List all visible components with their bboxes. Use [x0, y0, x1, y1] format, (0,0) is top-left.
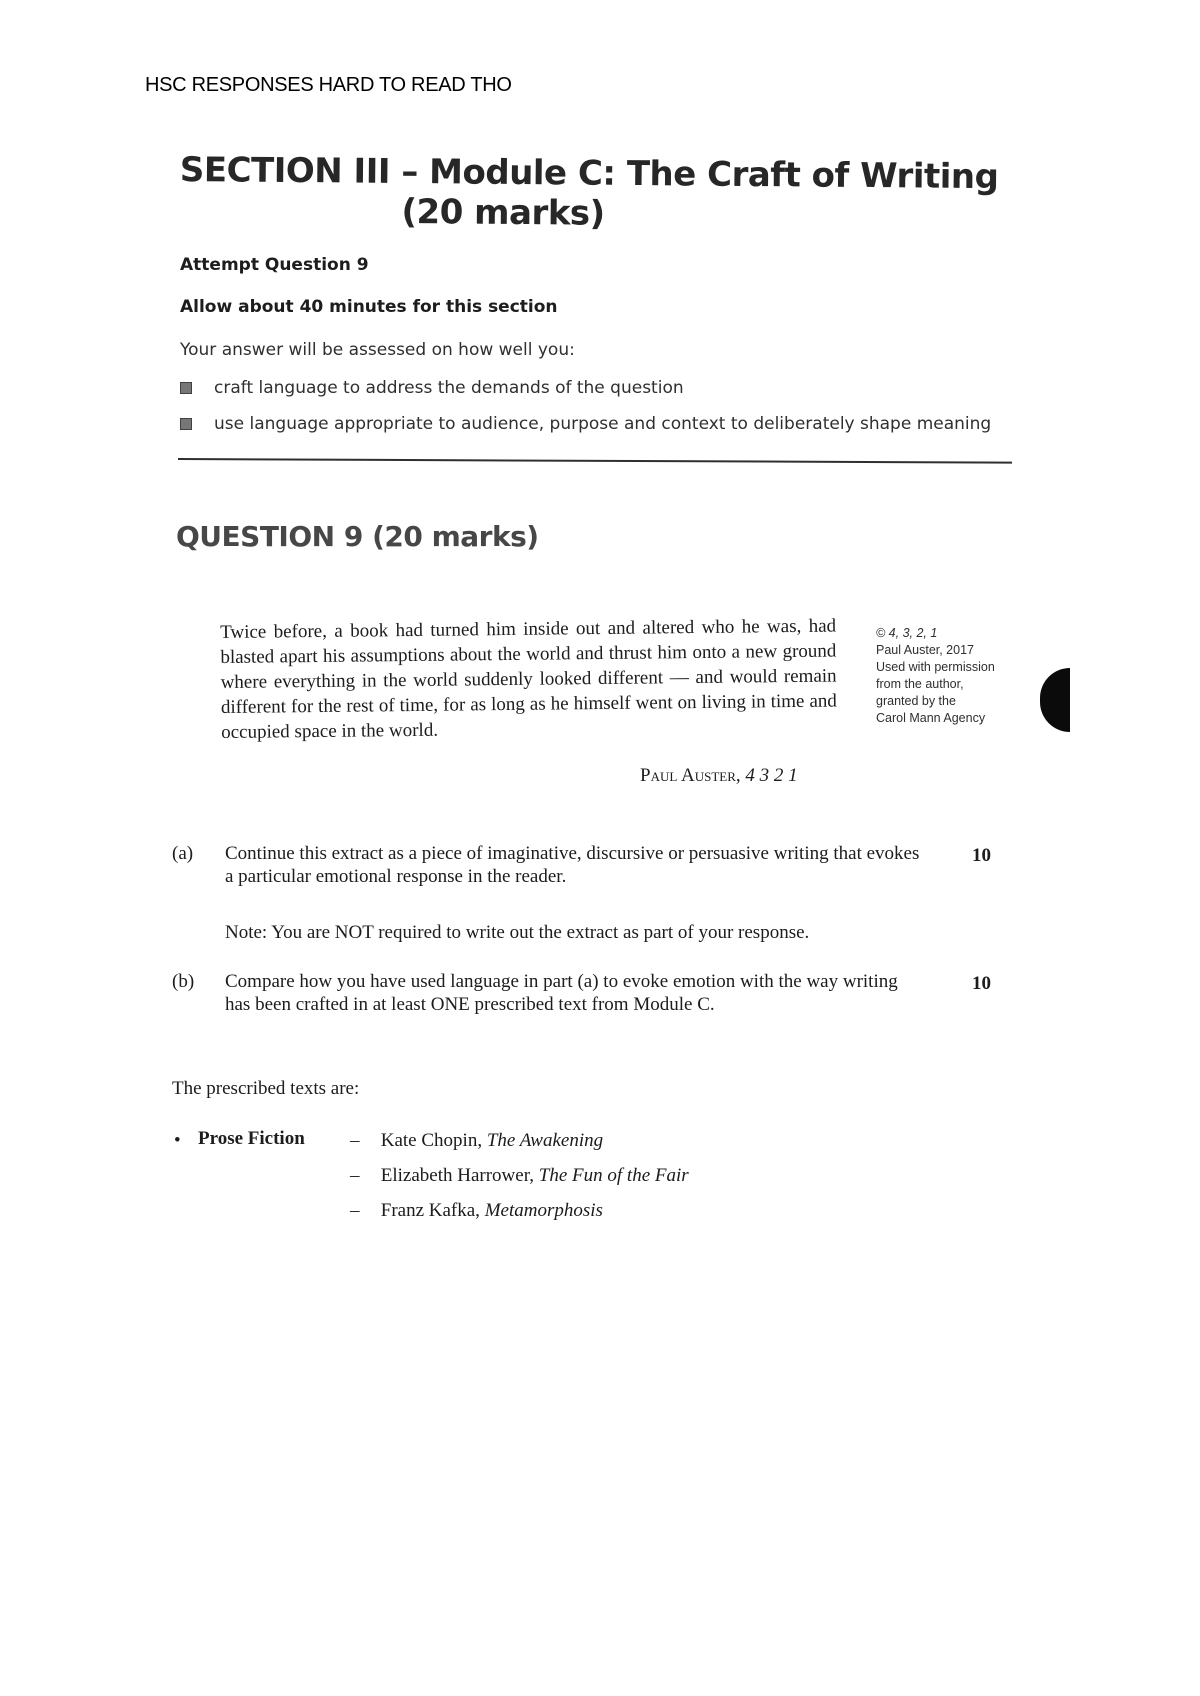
part-a-text: Continue this extract as a piece of imaginative, discursive or persuasive writing that evokes a particular emotional response in the reader.: [225, 843, 920, 887]
copyright-line: granted by the: [876, 694, 956, 708]
part-a-label: (a): [172, 843, 194, 864]
text-title: The Fun of the Fair: [538, 1165, 689, 1186]
source-author: Paul Auster,: [640, 765, 741, 786]
copyright-line: Carol Mann Agency: [876, 711, 986, 725]
time-instruction: Allow about 40 minutes for this section: [180, 297, 558, 317]
criteria-item: [180, 414, 991, 434]
prescribed-texts-list: [350, 1130, 689, 1235]
prescribed-text-item: [350, 1165, 689, 1200]
question-title: QUESTION 9 (20 marks): [176, 520, 539, 553]
square-bullet-icon: [180, 382, 192, 394]
part-a-note: Note: You are NOT required to write out the extract as part of your response.: [225, 922, 810, 943]
criteria-text: craft language to address the demands of the question: [214, 378, 684, 398]
source-title: 4 3 2 1: [745, 765, 798, 786]
section-divider: [178, 458, 1012, 464]
copyright-notice: [876, 625, 995, 727]
copyright-line: Used with permission: [876, 660, 995, 674]
prescribed-text-item: [350, 1200, 689, 1235]
assessment-intro: Your answer will be assessed on how well you:: [180, 340, 575, 360]
part-a-marks: 10: [972, 845, 991, 866]
text-title: Metamorphosis: [484, 1200, 603, 1221]
page-tab-marker: [1040, 668, 1070, 732]
prescribed-text-item: [350, 1130, 689, 1165]
copyright-line: Paul Auster, 2017: [876, 643, 974, 657]
section-title-line1: SECTION III – Module C: The Craft of Writing: [179, 150, 999, 198]
prescribed-category: Prose Fiction: [198, 1128, 305, 1149]
prescribed-texts-intro: The prescribed texts are:: [172, 1078, 360, 1099]
part-b-marks: 10: [972, 973, 991, 994]
copyright-line: © 4, 3, 2, 1: [876, 626, 938, 640]
document-header: HSC RESPONSES HARD TO READ THO: [145, 74, 512, 96]
part-b-label: (b): [172, 971, 195, 992]
copyright-line: from the author,: [876, 677, 964, 691]
assessment-criteria-list: [180, 378, 991, 450]
criteria-item: [180, 378, 991, 398]
bullet-icon: •: [174, 1130, 181, 1151]
part-b-text: Compare how you have used language in part (a) to evoke emotion with the way writing has been crafted in at least ONE prescribed text from Module C.: [225, 971, 898, 1015]
dash-icon: –: [350, 1165, 360, 1186]
text-author: Kate Chopin,: [380, 1130, 483, 1151]
criteria-text: use language appropriate to audience, purpose and context to deliberately shape meaning: [214, 414, 992, 434]
text-title: The Awakening: [486, 1130, 604, 1151]
square-bullet-icon: [180, 418, 192, 430]
extract-text: Twice before, a book had turned him inside out and altered who he was, had blasted apart his assumptions about the world and thrust him onto a new ground where everything in the world suddenly looked different — and would remain different for the rest of time, for as long as he himself went on living in time and occupied space in the world.: [220, 615, 837, 743]
attempt-instruction: Attempt Question 9: [180, 255, 369, 275]
dash-icon: –: [350, 1130, 360, 1151]
dash-icon: –: [350, 1200, 360, 1221]
text-author: Franz Kafka,: [380, 1200, 480, 1221]
extract-source: [640, 765, 798, 787]
section-title: [179, 150, 998, 237]
section-title-line2: (20 marks): [401, 191, 605, 234]
text-author: Elizabeth Harrower,: [380, 1165, 535, 1186]
